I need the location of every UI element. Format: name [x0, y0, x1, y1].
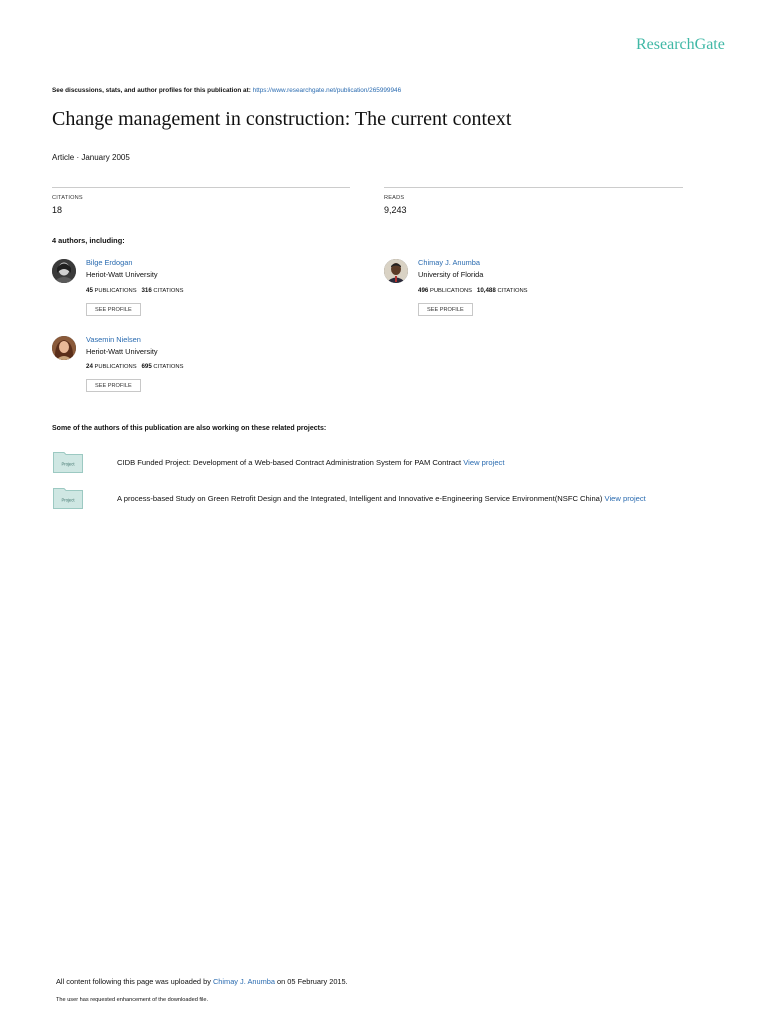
author-citations-label: CITATIONS: [153, 364, 184, 370]
reads-label: READS: [384, 195, 405, 201]
author-institution: Heriot-Watt University: [86, 270, 158, 279]
person-photo-icon: [384, 259, 408, 283]
author-citations-count: 316: [141, 287, 152, 294]
person-photo-icon: [52, 336, 76, 360]
upload-note: [56, 977, 348, 986]
project-folder-icon[interactable]: [53, 487, 83, 509]
authors-heading: 4 authors, including:: [52, 236, 125, 245]
author-avatar[interactable]: [52, 259, 76, 283]
see-profile-button[interactable]: SEE PROFILE: [418, 303, 473, 316]
publication-meta: Article · January 2005: [52, 153, 130, 162]
project-item: [117, 494, 646, 503]
person-photo-icon: [52, 259, 76, 283]
author-citations-count: 10,488: [476, 287, 496, 294]
svg-text:Project: Project: [61, 461, 75, 467]
uploader-link[interactable]: Chimay J. Anumba: [212, 977, 275, 986]
see-profile-button[interactable]: SEE PROFILE: [86, 303, 141, 316]
author-citations-label: CITATIONS: [153, 288, 184, 294]
discussion-prefix: See discussions, stats, and author profiles for this publication at:: [52, 87, 253, 94]
upload-suffix: on 05 February 2015.: [274, 977, 348, 986]
project-item: [117, 458, 504, 467]
author-publications-count: 496: [418, 287, 429, 294]
author-name-link[interactable]: Chimay J. Anumba: [418, 258, 481, 267]
citations-label: CITATIONS: [52, 195, 83, 201]
author-stats: [86, 363, 183, 370]
author-institution: University of Florida: [418, 270, 484, 279]
researchgate-logo[interactable]: ResearchGate: [636, 36, 725, 53]
author-publications-count: 24: [86, 363, 93, 370]
publication-title: Change management in construction: The current context: [52, 108, 512, 130]
author-institution: Heriot-Watt University: [86, 347, 158, 356]
see-profile-button[interactable]: SEE PROFILE: [86, 379, 141, 392]
citations-value: 18: [52, 205, 63, 215]
related-projects-heading: Some of the authors of this publication are also working on these related projects:: [52, 425, 327, 432]
project-folder-icon[interactable]: [53, 451, 83, 473]
author-publications-label: PUBLICATIONS: [429, 288, 473, 294]
author-publications-count: 45: [86, 287, 93, 294]
project-title: A process-based Study on Green Retrofit Design and the Integrated, Intelligent and Innovative e-Engineering Service Environment(NSFC China): [117, 494, 605, 503]
citations-rule: [52, 187, 350, 188]
author-publications-label: PUBLICATIONS: [94, 364, 137, 370]
author-publications-label: PUBLICATIONS: [94, 288, 137, 294]
author-stats: [418, 287, 528, 294]
upload-prefix: All content following this page was uploaded by: [56, 977, 213, 986]
reads-value: 9,243: [384, 205, 407, 215]
discussion-line: [52, 87, 401, 94]
author-citations-count: 695: [141, 363, 152, 370]
author-stats: [86, 287, 183, 294]
author-avatar[interactable]: [384, 259, 408, 283]
publication-url-link[interactable]: https://www.researchgate.net/publication/265999946: [252, 87, 402, 94]
svg-text:Project: Project: [61, 497, 75, 503]
author-avatar[interactable]: [52, 336, 76, 360]
author-name-link[interactable]: Vasemin Nielsen: [86, 335, 141, 344]
project-title: CIDB Funded Project: Development of a Web-based Contract Administration System for PAM Contract: [117, 458, 464, 467]
author-name-link[interactable]: Bilge Erdogan: [86, 258, 133, 267]
view-project-link[interactable]: View project: [463, 458, 505, 467]
view-project-link[interactable]: View project: [604, 494, 646, 503]
reads-rule: [384, 187, 683, 188]
enhancement-note: The user has requested enhancement of the downloaded file.: [56, 997, 209, 1003]
author-citations-label: CITATIONS: [497, 288, 528, 294]
